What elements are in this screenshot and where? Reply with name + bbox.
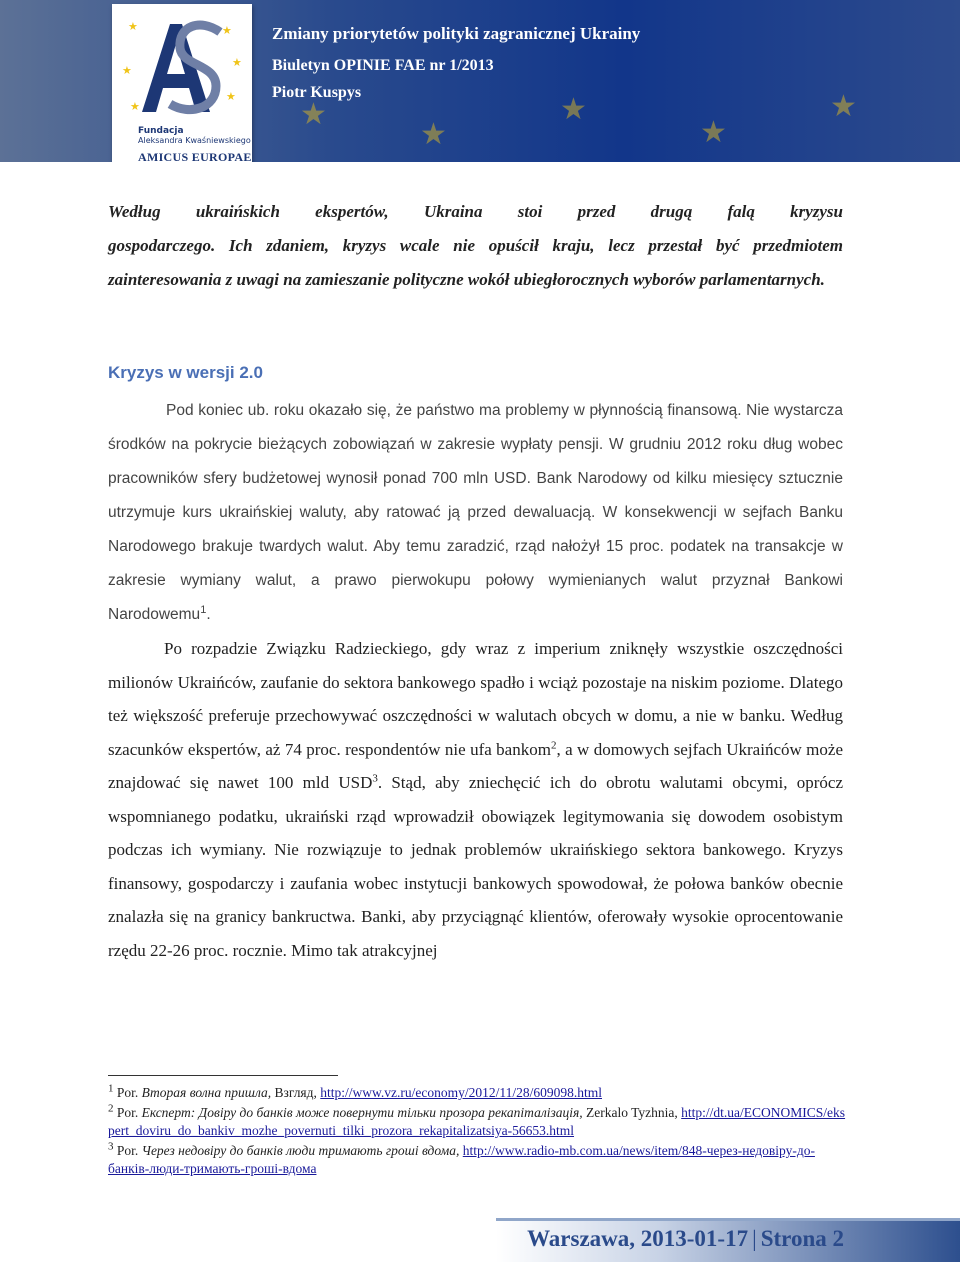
footnote-2	[108, 1104, 846, 1140]
section-heading: Kryzys w wersji 2.0	[108, 363, 263, 382]
paragraph-2-text-a: Po rozpadzie Związku Radzieckiego, gdy wraz z imperium zniknęły wszystkie oszczędności milionów Ukraińców, zaufanie do sektora bankowego spadło i wciąż pozostaje na niskim poziome. Dlatego też większość preferuje przechowywać oszczędności w walutach obcych w domu, a nie w banku. Według szacunków ekspertów, aż 74 proc. respondentów nie ufa bankom	[108, 639, 843, 759]
logo-foundation-line2: Aleksandra Kwaśniewskiego	[138, 136, 251, 145]
footnote-number: 1	[108, 1082, 114, 1095]
footnote-prefix: Por.	[116, 1143, 142, 1158]
footnotes	[108, 1084, 846, 1180]
paragraph-1	[108, 394, 843, 632]
document-title: Zmiany priorytetów polityki zagranicznej Ukrainy	[272, 24, 641, 43]
svg-text:★: ★	[232, 56, 242, 69]
svg-text:★: ★	[128, 20, 138, 33]
footer-place-date: Warszawa, 2013-01-17	[527, 1226, 749, 1251]
page-number: Strona 2	[760, 1226, 844, 1251]
lead-paragraph	[108, 195, 843, 297]
svg-text:★: ★	[130, 100, 140, 113]
bulletin-number: Biuletyn OPINIE FAE nr 1/2013	[272, 57, 494, 74]
author-name: Piotr Kuspys	[272, 84, 362, 101]
footnote-ref-1[interactable]: 1	[200, 603, 207, 616]
foundation-logo	[112, 4, 252, 162]
footnote-title: Вторая волна пришла,	[141, 1085, 272, 1100]
amicus-europae-logo-icon	[120, 12, 244, 124]
footnote-1	[108, 1084, 846, 1102]
page-footer	[527, 1226, 844, 1252]
logo-foundation-line1: Fundacja	[138, 126, 184, 136]
lead-rest: gospodarczego. Ich zdaniem, kryzys wcale nie opuścił kraju, lecz przestał być przedmiotem zainteresowania z uwagi na zamieszanie polityczne wokół ubiegłorocznych wyborów parlamentarnych.	[108, 236, 843, 289]
paragraph-2-text-b: , a w domowych sejfach Ukraińców może znajdować się nawet 100 mld USD	[108, 739, 843, 792]
footer-separator: |	[752, 1226, 757, 1251]
logo-amicus-europae: AMICUS EUROPAE	[138, 150, 252, 162]
eu-star-icon: ★	[560, 93, 587, 126]
footnote-link[interactable]: http://www.vz.ru/economy/2012/11/28/609098.html	[320, 1085, 602, 1100]
footnote-number: 3	[108, 1140, 114, 1153]
paragraph-2	[108, 632, 843, 967]
header-text	[272, 24, 640, 111]
footnote-link[interactable]: http://www.radio-mb.com.ua/news/item/848-через-недовіру-до-банків-люди-тримають-гроші-вдома	[108, 1143, 815, 1176]
footnote-number: 2	[108, 1102, 114, 1115]
svg-text:★: ★	[226, 90, 236, 103]
footnote-3	[108, 1142, 846, 1178]
eu-star-icon: ★	[700, 116, 727, 149]
svg-text:★: ★	[222, 24, 232, 37]
svg-text:★: ★	[122, 64, 132, 77]
footnote-title: Експерт: Довіру до банків може повернути тільки прозора рекапіталізація,	[141, 1105, 583, 1120]
page-header	[0, 0, 960, 162]
footnote-divider	[108, 1075, 338, 1076]
footnote-ref-2[interactable]: 2	[550, 738, 557, 751]
lead-first-line: Według ukraińskich ekspertów, Ukraina stoi przed drugą falą kryzysu	[108, 202, 843, 221]
footnote-source: Взгляд,	[271, 1085, 321, 1100]
footnote-title: Через недовіру до банків люди тримають гроші вдома,	[141, 1143, 460, 1158]
eu-star-icon: ★	[420, 118, 447, 151]
footnote-source: Zerkalo Tyzhnia,	[582, 1105, 678, 1120]
indent	[108, 402, 166, 419]
footnote-ref-3[interactable]: 3	[372, 772, 378, 785]
paragraph-2-text-c: . Stąd, aby zniechęcić ich do obrotu walutami obcymi, oprócz wspomnianego podatku, ukraiński rząd wprowadził obowiązek legitymowania się dowodem osobistym podczas ich wymiany. Nie rozwiązuje to jednak problemów ukraińskiego sektora bankowego. Kryzys finansowy, gospodarczy i zaufania wobec instytucji bankowych spowodował, że połowa banków obecnie znalazła się na granicy bankructwa. Banki, aby przyciągnąć klientów, oferowały wysokie oprocentowanie rzędu 22-26 proc. rocznie. Mimo tak atrakcyjnej	[108, 773, 843, 960]
logo-foundation-name	[138, 126, 251, 146]
paragraph-1-end: .	[206, 606, 211, 623]
footnote-prefix: Por.	[116, 1105, 142, 1120]
eu-star-icon: ★	[830, 90, 857, 123]
footnote-prefix: Por.	[116, 1085, 142, 1100]
footnote-link[interactable]: http://dt.ua/ECONOMICS/ekspert_doviru_do_bankiv_mozhe_povernuti_tilki_prozora_rekapitalizatsiya-56653.html	[108, 1105, 846, 1138]
paragraph-1-text: Pod koniec ub. roku okazało się, że państwo ma problemy w płynnością finansową. Nie wystarcza środków na pokrycie bieżących zobowiązań w zakresie wypłaty pensji. W grudniu 2012 roku dług wobec pracowników sfery budżetowej wynosił ponad 700 mln USD. Bank Narodowy od kilku miesięcy sztucznie utrzymuje kurs ukraińskiej waluty, aby ratować ją przed dewaluacją. W konsekwencji w sejfach Banku Narodowego brakuje twardych walut. Aby temu zaradzić, rząd nałożył 15 proc. podatek na transakcje w zakresie wymiany walut, a prawo pierwokupu połowy wymienianych walut przyznał Bankowi Narodowemu	[108, 402, 843, 623]
eu-star-icon: ★	[300, 98, 327, 131]
